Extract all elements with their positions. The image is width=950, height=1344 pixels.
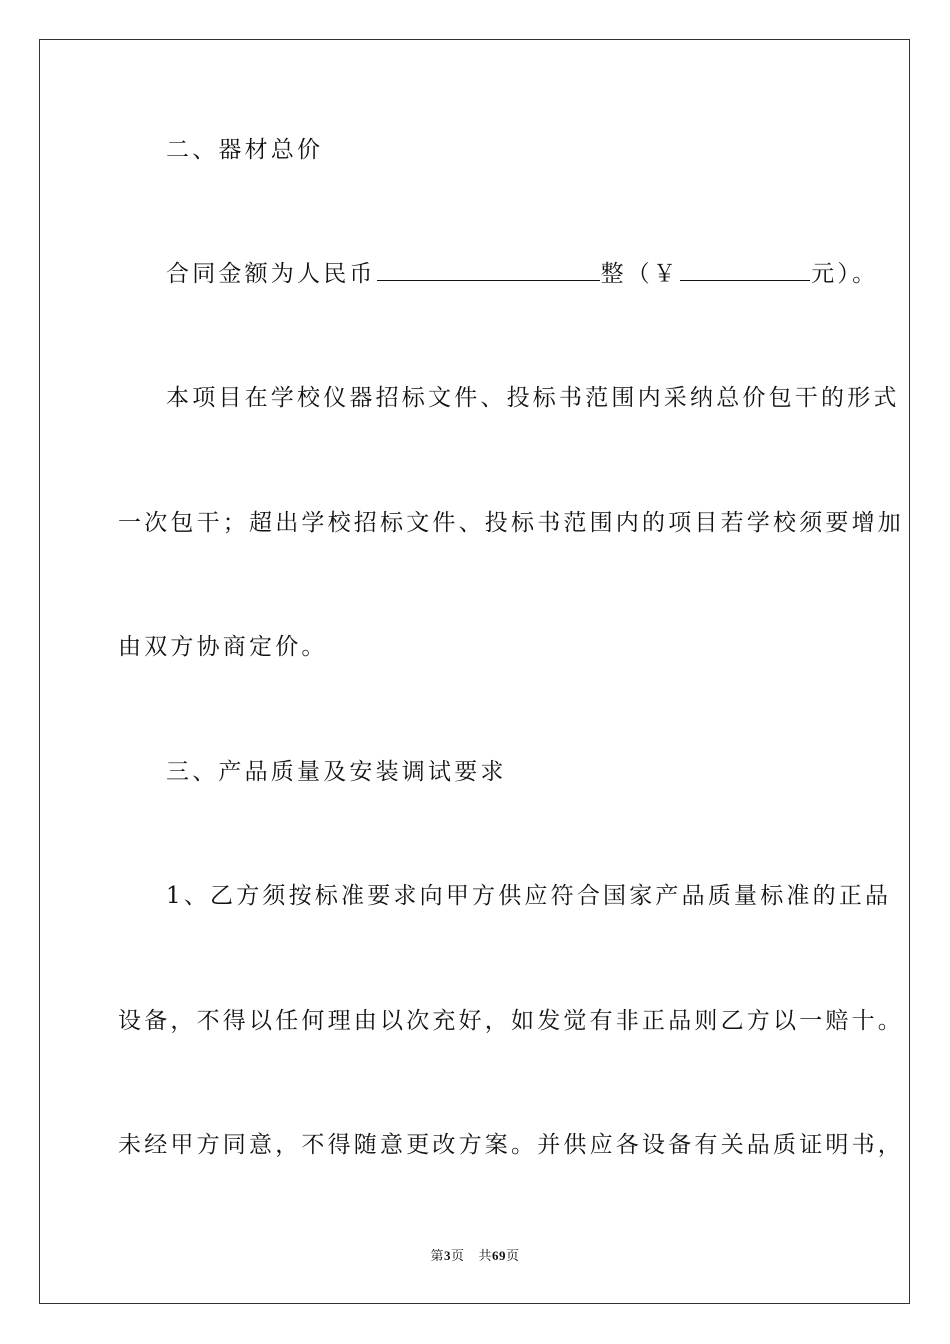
footer-total-unit: 页: [506, 1248, 520, 1263]
paragraph-line: 1、乙方须按标准要求向甲方供应符合国家产品质量标准的正品: [166, 883, 892, 909]
section-3-heading: 三、产品质量及安装调试要求: [166, 759, 507, 785]
footer-prefix: 第: [430, 1248, 444, 1263]
amount-suffix-text: 元）。: [811, 261, 879, 287]
amount-prefix-text: 合同金额为人民币: [166, 261, 376, 287]
contract-amount-line: [166, 259, 878, 289]
page-border: [39, 39, 910, 1304]
paragraph-line: 本项目在学校仪器招标文件、投标书范围内采纳总价包干的形式: [166, 385, 900, 411]
paragraph-line: 未经甲方同意，不得随意更改方案。并供应各设备有关品质证明书，: [118, 1132, 904, 1158]
paragraph-line: 一次包干；超出学校招标文件、投标书范围内的项目若学校须要增加: [118, 510, 904, 536]
total-pages-number: 69: [492, 1248, 507, 1263]
current-page-number: 3: [443, 1248, 451, 1263]
footer-page-unit: 页: [450, 1248, 465, 1263]
amount-words-blank[interactable]: [377, 262, 600, 281]
paragraph-line: 由双方协商定价。: [118, 634, 328, 660]
footer-total-prefix: 共: [478, 1248, 493, 1263]
section-2-heading: 二、器材总价: [166, 137, 324, 163]
amount-middle-text: 整（￥: [600, 261, 680, 287]
paragraph-line: 设备，不得以任何理由以次充好，如发觉有非正品则乙方以一赔十。: [118, 1008, 904, 1034]
amount-figures-blank[interactable]: [680, 262, 810, 281]
page-footer: [0, 1245, 950, 1264]
